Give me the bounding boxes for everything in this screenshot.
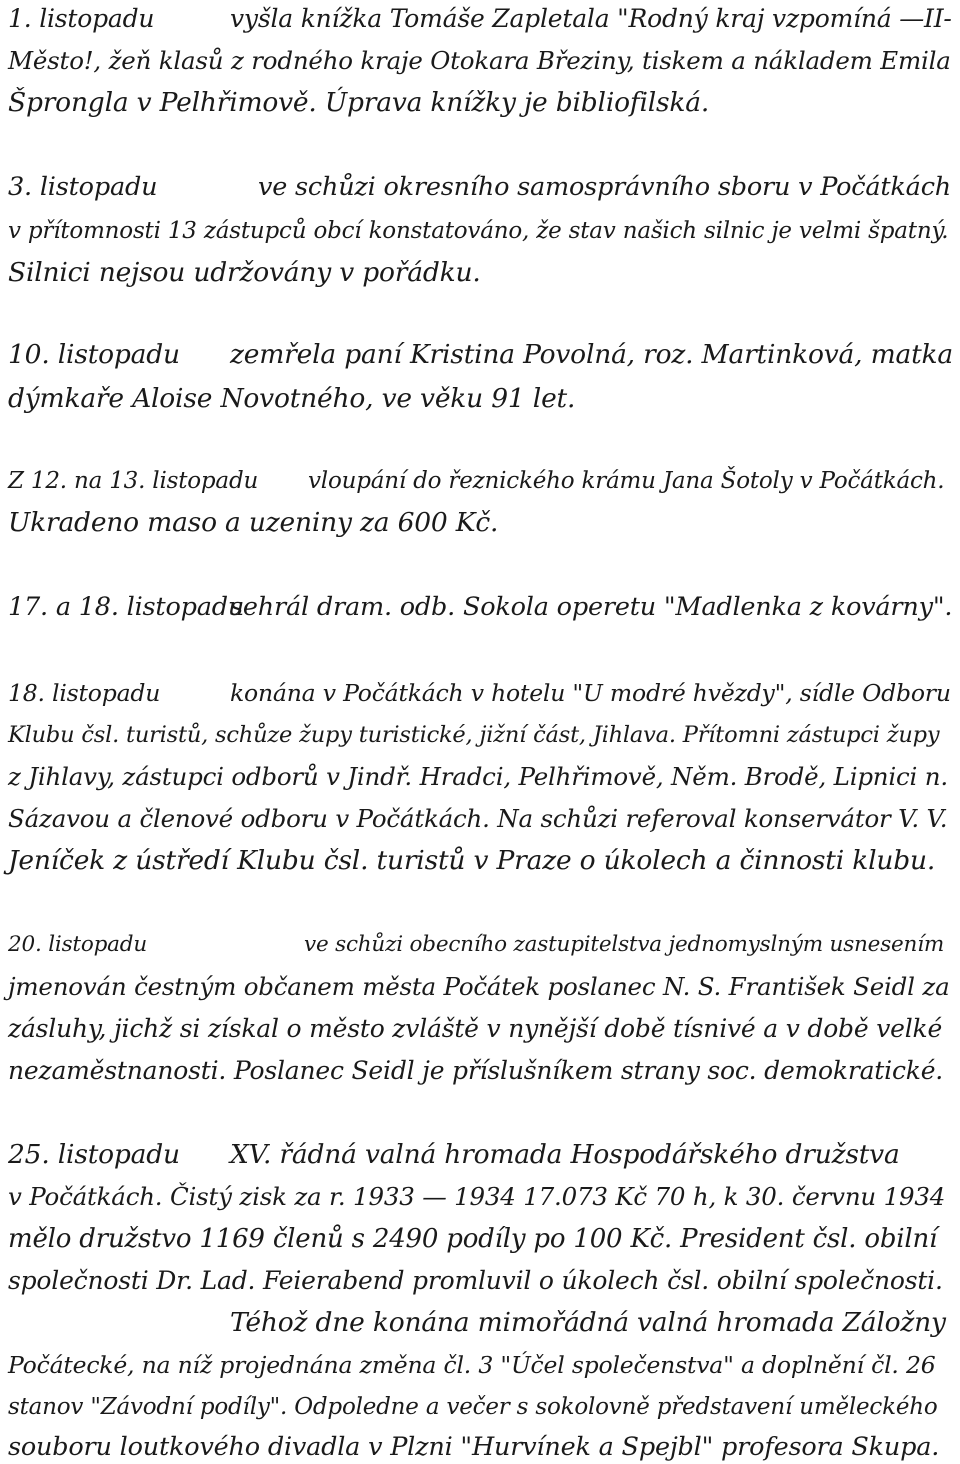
entry-text: XV. řádná valná hromada Hospodářského družstva (230, 1139, 900, 1170)
entry-text: ve schůzi obecního zastupitelstva jednomyslným usnesením (304, 932, 945, 957)
entry-first-line (8, 2, 952, 36)
entry-line: mělo družstvo 1169 členů s 2490 podíly po 100 Kč. President čsl. obilní (8, 1224, 938, 1254)
entry-text: sehrál dram. odb. Sokola operetu "Madlenka z kovárny". (230, 592, 953, 622)
entry-date: 10. listopadu (8, 339, 180, 370)
entry-first-line (8, 1138, 952, 1172)
entry-line: Sázavou a členové odboru v Počátkách. Na schůzi referoval konservátor V. V. (8, 804, 948, 833)
entry-date: 3. listopadu (8, 172, 158, 202)
entry-text: konána v Počátkách v hotelu "U modré hvězdy", sídle Odboru (230, 679, 951, 707)
entry-first-line (8, 338, 952, 372)
entry-text: zemřela paní Kristina Povolná, roz. Martinková, matka (230, 339, 954, 370)
entry-first-line (8, 590, 952, 624)
entry-date: 25. listopadu (8, 1139, 180, 1170)
entry-line: Počátecké, na níž projednána změna čl. 3 "Účel společenstva" a doplnění čl. 26 (8, 1351, 936, 1379)
entry-line: Jeníček z ústředí Klubu čsl. turistů v Praze o úkolech a činnosti klubu. (8, 845, 936, 876)
entry-first-line (8, 676, 952, 710)
entry-date: 18. listopadu (8, 679, 161, 707)
entry-line: z Jihlavy, zástupci odborů v Jindř. Hradci, Pelhřimově, Něm. Brodě, Lipnici n. (8, 762, 948, 791)
entry-first-line (8, 928, 952, 962)
entry-date: 17. a 18. listopadu (8, 592, 245, 622)
entry-line: nezaměstnanosti. Poslanec Seidl je příslušníkem strany soc. demokratické. (8, 1056, 944, 1085)
entry-line: Silnici nejsou udržovány v pořádku. (8, 257, 481, 288)
entry-text: vloupání do řeznického krámu Jana Šotoly v Počátkách. (308, 468, 945, 494)
entry-line: dýmkaře Aloise Novotného, ve věku 91 let. (8, 383, 576, 414)
entry-line: Šprongla v Pelhřimově. Úprava knížky je bibliofilská. (8, 87, 710, 118)
entry-line: v Počátkách. Čistý zisk za r. 1933 — 1934 17.073 Kč 70 h, k 30. červnu 1934 (8, 1182, 946, 1211)
entry-line: zásluhy, jichž si získal o město zvláště v nynější době tísnivé a v době velké (8, 1014, 943, 1043)
entry-first-line (8, 464, 952, 498)
entry-line: v přítomnosti 13 zástupců obcí konstatováno, že stav našich silnic je velmi špatný. (8, 218, 949, 244)
entry-line: společnosti Dr. Lad. Feierabend promluvil o úkolech čsl. obilní společnosti. (8, 1266, 943, 1295)
entry-date: 1. listopadu (8, 4, 155, 33)
entry-line: Ukradeno maso a uzeniny za 600 Kč. (8, 507, 499, 538)
entry-first-line (8, 170, 952, 204)
entry-text: vyšla knížka Tomáše Zapletala "Rodný kraj vzpomíná —II- (230, 4, 952, 33)
entry-line: Město!, žeň klasů z rodného kraje Otokara Březiny, tiskem a nákladem Emila (8, 46, 951, 75)
entry-date: 20. listopadu (8, 932, 147, 957)
entry-text: ve schůzi okresního samosprávního sboru v Počátkách (258, 172, 951, 202)
entry-line: jmenován čestným občanem města Počátek poslanec N. S. František Seidl za (8, 972, 950, 1001)
entry-line: souboru loutkového divadla v Plzni "Hurvínek a Spejbl" profesora Skupa. (8, 1432, 940, 1462)
entry-date: Z 12. na 13. listopadu (8, 468, 259, 494)
entry-line: Klubu čsl. turistů, schůze župy turistické, jižní část, Jihlava. Přítomni zástupci župy (8, 722, 940, 748)
entry-line: Téhož dne konána mimořádná valná hromada Záložny (230, 1307, 946, 1338)
entry-line: stanov "Závodní podíly". Odpoledne a večer s sokolovně představení uměleckého (8, 1394, 938, 1420)
